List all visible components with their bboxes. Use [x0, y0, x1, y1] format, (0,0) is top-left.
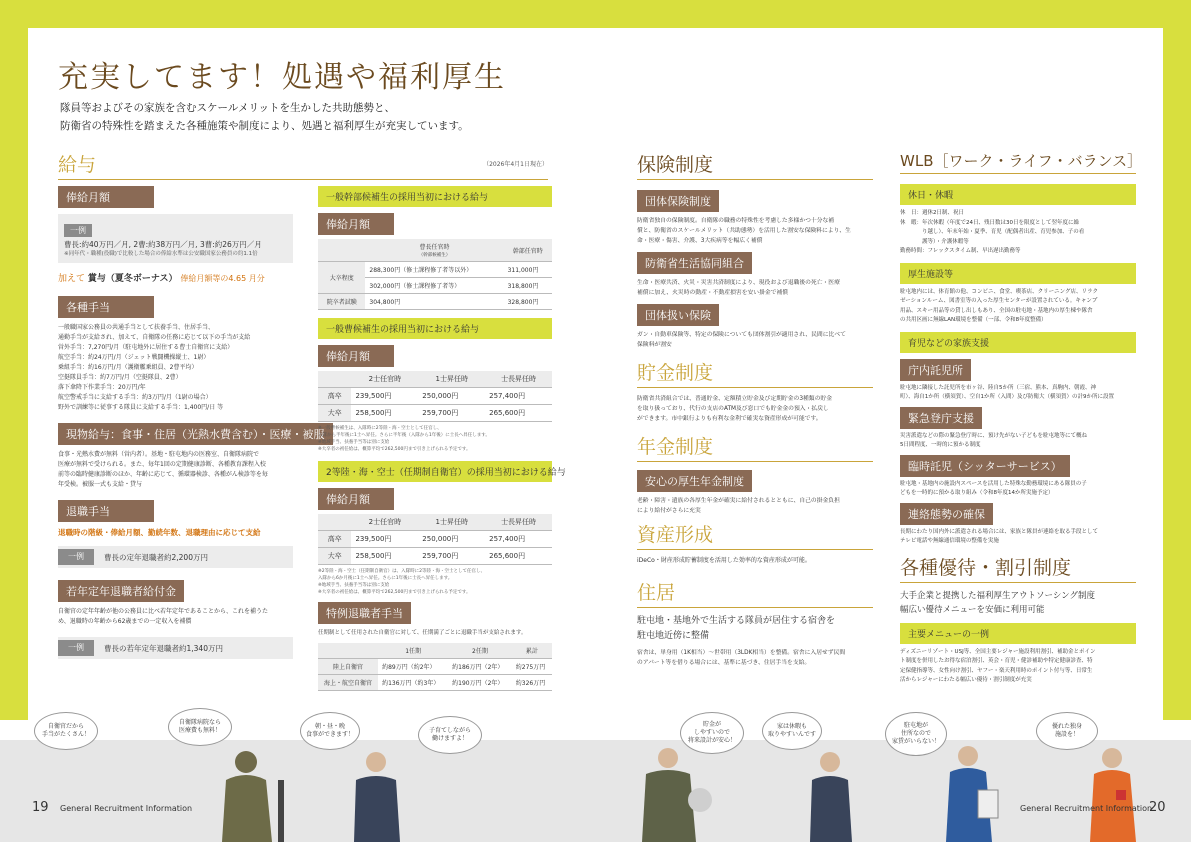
pilot-figure [642, 748, 712, 842]
table4: 1任期 2任期 累計 陸上自衛官 約89万円（約2年） 約186万円（2年） 約275万円 海上・航空自衛官 約136万円（約3年） 約190万円（2年） 約326万円 [318, 643, 552, 691]
example-tag: 一例 [64, 224, 92, 237]
left-accent-band [0, 0, 28, 720]
asset-heading: 資産形成 [637, 520, 873, 550]
retirement-text: 退職時の階級・俸給月額、勤続年数、退職理由に応じて支給 [58, 528, 261, 537]
special-retirement-tag: 特例退職者手当 [318, 602, 411, 624]
early-retirement-example: 一例 曹長の若年定年退職者約1,340万円 [58, 637, 293, 659]
table2: 2士任官時 1士昇任時 士長昇任時 高卒 239,500円 250,000円 257,400円 大卒 258,500円 259,700円 265,600円 [318, 371, 552, 422]
housing-lead: 駐屯地・基地外で生活する隊員が居住する宿舎を 駐屯地近傍に整備 [637, 616, 836, 641]
early-retirement-tag: 若年定年退職者給付金 [58, 580, 184, 602]
retirement-tag: 退職手当 [58, 500, 154, 522]
table3-tag: 俸給月額 [318, 488, 394, 510]
speech-bubble: 自衛隊病院なら 医療費も無料！ [168, 708, 232, 746]
insurance-heading: 保険制度 [637, 150, 873, 180]
allowance-tag: 各種手当 [58, 296, 154, 318]
insurance3-tag: 団体扱い保険 [637, 304, 719, 326]
date-note: （2026年4月1日現在） [483, 161, 548, 168]
footer-right: General Recruitment Information [1020, 804, 1153, 813]
retirement-example: 一例 曹長の定年退職者約2,200万円 [58, 546, 293, 568]
table3: 2士任官時 1士昇任時 士長昇任時 高卒 239,500円 250,000円 257,400円 大卒 258,500円 259,700円 265,600円 [318, 514, 552, 565]
speech-bubble: 貯金が しやすいので 将来設計が安心！ [680, 712, 744, 754]
asset-text: iDeCo・財産形成貯蓄制度を活用した効率的な資産形成が可能。 [637, 557, 811, 564]
table2-tag: 俸給月額 [318, 345, 394, 367]
navy-woman-figure [946, 746, 998, 842]
table-row: 高卒 239,500円 250,000円 257,400円 [318, 531, 552, 548]
speech-bubble: 子育てしながら 働けますよ！ [418, 716, 482, 754]
rescue-figure [1090, 748, 1136, 842]
bonus-line: 加えて 賞与（夏冬ボーナス） 俸給月額等の4.65 月分 [58, 274, 265, 284]
childcare1-tag: 庁内託児所 [900, 359, 971, 381]
page-number-left: 19 [32, 800, 49, 815]
speech-bubble: 朝・昼・晩 食事ができます！ [300, 712, 360, 750]
holiday-bar: 休日・休暇 [900, 184, 1136, 205]
pension-text: 老齢・障害・遺族の各厚生年金が確実に給付されるとともに、自己の掛金負担 により給付がさらに充実 [637, 498, 840, 514]
footer-left: General Recruitment Information [60, 804, 193, 813]
table1-bar: 一般幹部候補生の採用当初における給与 [318, 186, 552, 207]
speech-bubble: 家は休暇も 取りやすいんです [762, 712, 822, 750]
savings-text: 防衛省共済組合では、普通貯金、定額積立貯金及び定期貯金の3種類の貯金 を取り扱っており、代行の支店のATM及び窓口でも貯金金の預入・払戻し ができます。市中銀行よりも有利な金利で確実な資産形成が可能です。 [637, 396, 832, 422]
salary-example-box [58, 214, 293, 263]
discount-lead: 大手企業と提携した福利厚生アウトソーシング制度 幅広い優待メニューを安価に利用可能 [900, 590, 1095, 615]
table-row: 院卒者試験 304,800円 328,800円 [318, 294, 552, 310]
salary-section [58, 150, 550, 180]
table3-bar: 2等陸・海・空士（任期制自衛官）の採用当初における給与 [318, 461, 552, 482]
inkind-tag: 現物給与：食事・住居（光熱水費含む）・医療・被服 [58, 423, 333, 445]
allowance-list: 一般職国家公務員の共通手当として扶養手当、住居手当、 通勤手当が支給され、加えて、自衛隊の任務に応じて以下の手当が支給 営外手当：7,270円/月（駐屯地外に居住する曹士自衛官に支給） 航空手当：約24万円/月（ジェット戦闘機操縦士、1尉） 乗組手当：約16万円/月（護衛艦乗組員、2曹平均） 空挺隊員手当：約7万円/月（空挺隊員、2曹） 落下傘降下作業手当：20万円/年 航空警戒手当に支給する手当：約3万円/月（1尉の場合） 野外で訓練等に従事する隊員に支給する手当：1,400円/日 等 [58, 324, 251, 411]
housing-text: 宿舎は、単身用（1K相当）～世帯用（3LDK相当）を整備。宿舎に入居せず民間 のアパート等を借りる場合には、基準に基づき、住居手当を支給。 [637, 650, 846, 666]
childcare4-text: 長期にわたり国内外に派遣される場合には、家族と隊員が連絡を取る手段として テレビ電話や無線通信環境の整備を実施 [900, 528, 1099, 544]
example-note: ※同年代・職種(役職)で比較した場合の俸給水準は公安職国家公務員の約1.1倍 [64, 251, 258, 257]
soldier-camo-figure [222, 751, 284, 842]
childcare4-tag: 連絡態勢の確保 [900, 503, 993, 525]
speech-bubble: 優れた独身 施設を！ [1036, 712, 1098, 750]
housing-heading: 住居 [637, 578, 873, 608]
table-row: 陸上自衛官 約89万円（約2年） 約186万円（2年） 約275万円 [318, 659, 552, 675]
early-retirement-text: 自衛官の定年年齢が他の公務員に比べ若年定年であることから、これを補うた め、退職時の年齢から62歳までの一定収入を補償 [58, 608, 269, 625]
insurance3-text: ガン・自動車保険等、特定の保険についても団体割引が適用され、民間に比べて 保険料が割安 [637, 332, 846, 348]
table-row: 大卒 258,500円 259,700円 265,600円 [318, 405, 552, 422]
personnel-illustrations [0, 740, 1191, 842]
childcare2-tag: 緊急登庁支援 [900, 407, 982, 429]
insurance2-tag: 防衛省生活協同組合 [637, 252, 752, 274]
discount-heading: 各種優待・割引制度 [900, 553, 1136, 583]
speech-bubble: 自衛官だから 手当がたくさん！ [34, 712, 98, 750]
table-row: 高卒 239,500円 250,000円 257,400円 [318, 388, 552, 405]
special-retirement-text: 任期制として任用された自衛官に対して、任期満了ごとに退職手当が支給されます。 [318, 630, 527, 636]
page-number-right: 20 [1149, 800, 1166, 815]
example-text: 曹長:約40万円／月, 2曹:約38万円／月, 3曹:約26万円／月 [64, 240, 262, 249]
intro-text: 隊員等およびその家族を含むスケールメリットを生かした共助態勢と、 防衛省の特殊性を踏まえた各種施策や制度により、処遇と福利厚生が充実しています。 [60, 102, 469, 132]
airforce-figure [354, 752, 400, 842]
childcare3-text: 駐屯地・基地内の施設内スペースを活用した特殊な勤務環境にある隊員の子 どもを一時的に預かる取り組み（令和8年度14か所実施予定） [900, 480, 1087, 496]
table3-notes: ※2等陸・海・空士（任期制自衛官）は、入隊時に2等陸・海・空士として任官し、 入隊から6か月後に1士へ昇任。さらに1年後に士長へ昇任します。 ※地域手当、扶養手当等は別に支給 ※大卒者の初任給は、概算平均で262,500円まで引き上げられる予定です。 [318, 569, 485, 595]
wlb-col [900, 150, 1143, 686]
table-row: 大卒程度 288,300円（修士課程修了者等以外） 311,000円 [318, 262, 552, 278]
discount-bar: 主要メニューの一例 [900, 623, 1136, 644]
holiday-text: 休 日：週休2日制、祝日 休 暇：年次休暇（年度で24日、残日数は30日を限度として翌年度に繰 り越し）、年末年始・夏季、育児（配偶者出産、育児参加、子の看 護等）・介護休暇等 勤務時間：フレックスタイム制、早出遅出勤務等 [900, 210, 1085, 254]
speech-bubble: 駐屯地が 住所なので 家賃がいらない！ [885, 712, 947, 756]
childcare1-text: 駐屯地に隣接した託児所を市ヶ谷、陸自5か所（三宿、熊本、真駒内、朝霞、神 町）、海自1か所（横須賀）、空自1か所（入間）及び防衛大（横須賀）の計9か所に設置 [900, 384, 1115, 400]
childcare-bar: 育児などの家族支援 [900, 332, 1136, 353]
monthly-salary-tag: 俸給月額 [58, 186, 154, 208]
discount-text: ディズニーリゾート・USJ等、全国主要レジャー施設利用割引、補助金とポイン ト制度を併用したお得な宿泊割引、英会・育児・健診補助や特定健康診査、特 定保健指導等、女性向け割引、ヤフー・楽天利用時のポイント付与等、日常生 活からレジャーにわたる幅広い優待・割引制度が充実 [900, 648, 1096, 683]
female-officer-figure [810, 752, 852, 842]
childcare3-tag: 臨時託児（シッターサービス） [900, 455, 1070, 477]
top-accent-band-right [595, 0, 1191, 28]
pension-tag: 安心の厚生年金制度 [637, 470, 752, 492]
insurance1-tag: 団体保険制度 [637, 190, 719, 212]
top-accent-band-left [0, 0, 595, 28]
salary-heading: 給与 （2026年4月1日現在） [58, 150, 548, 180]
table2-notes: ※一般曹候補生は、入隊時に2等陸・海・空士として任官し、 入隊から半年後に1士へ昇任。さらに半年後（入隊から1年後）に士長へ昇任します。 ※地域手当、扶養手当等は別に支給 ※大卒者の初任給は、概算平均で262,500円まで引き上げられる予定です。 [318, 426, 490, 452]
right-accent-band [1163, 0, 1191, 720]
wlb-heading: WLB［ワーク・ライフ・バランス］ [900, 150, 1136, 174]
insurance1-text: 防衛省独自の保険制度。自衛隊の職務の特殊性を考慮した多様かつ十分な補 償と、防衛省のスケールメリット（共助態勢）を活用した割安な保険料により、生 命・医療・傷害、介護、3大疾病等を幅広く補償 [637, 218, 851, 244]
pension-heading: 年金制度 [637, 432, 873, 462]
salary-tables-col [318, 186, 566, 691]
welfare-text: 駐屯地内には、体育館の他、コンビニ、食堂、喫茶店、クリーニング店、リラク ゼーションルーム、図書室等の入った厚生センターが設置されている。キャンプ 用品、スキー用品等の貸し出しもあり、全国の駐屯地・基地内の厚生棟や隊舎 の共用区画に無線LAN環境を整備（一部、令和8年度整備） [900, 288, 1099, 323]
page-title: 充実してます！処遇や福利厚生 [58, 60, 506, 95]
salary-left-col [58, 186, 325, 659]
insurance-col [637, 150, 873, 668]
inkind-text: 食事・光熱水費が無料（営内者）。基地・駐屯地内の医務室、自衛隊病院で 医療が無料で受けられる。また、毎年1回の定期健康診断、各種教育課程入校 前等の臨時健康診断のほか、年齢に応じて、循環器検診、各種がん検診等を毎 年受検。被服一式も支給・貸与 [58, 451, 268, 488]
insurance2-text: 生命・医療共済、火災・災害共済制度により、現役および退職後の死亡・医療 補償に加え、火災時の動産・不動産損害を安い掛金で補償 [637, 280, 840, 296]
table-row: 海上・航空自衛官 約136万円（約3年） 約190万円（2年） 約326万円 [318, 675, 552, 691]
welfare-bar: 厚生施設等 [900, 263, 1136, 284]
table-row: 大卒 258,500円 259,700円 265,600円 [318, 548, 552, 565]
table2-bar: 一般曹候補生の採用当初における給与 [318, 318, 552, 339]
table1-tag: 俸給月額 [318, 213, 394, 235]
table-row: 302,000円（修士課程修了者等） 318,800円 [318, 278, 552, 294]
childcare2-text: 災害派遣などの際の緊急登庁時に、預け先がない子どもを駐屯地等にて概ね 5日間程度、一時的に預かる制度 [900, 432, 1088, 448]
table1: 曹長任官時 （幹部候補生） 幹部任官時 大卒程度 288,300円（修士課程修了者等以外） 311,000円 302,000円（修士課程修了者等） 318,800円 院卒者試験 304,800円 328,800円 [318, 239, 552, 310]
savings-heading: 貯金制度 [637, 358, 873, 388]
